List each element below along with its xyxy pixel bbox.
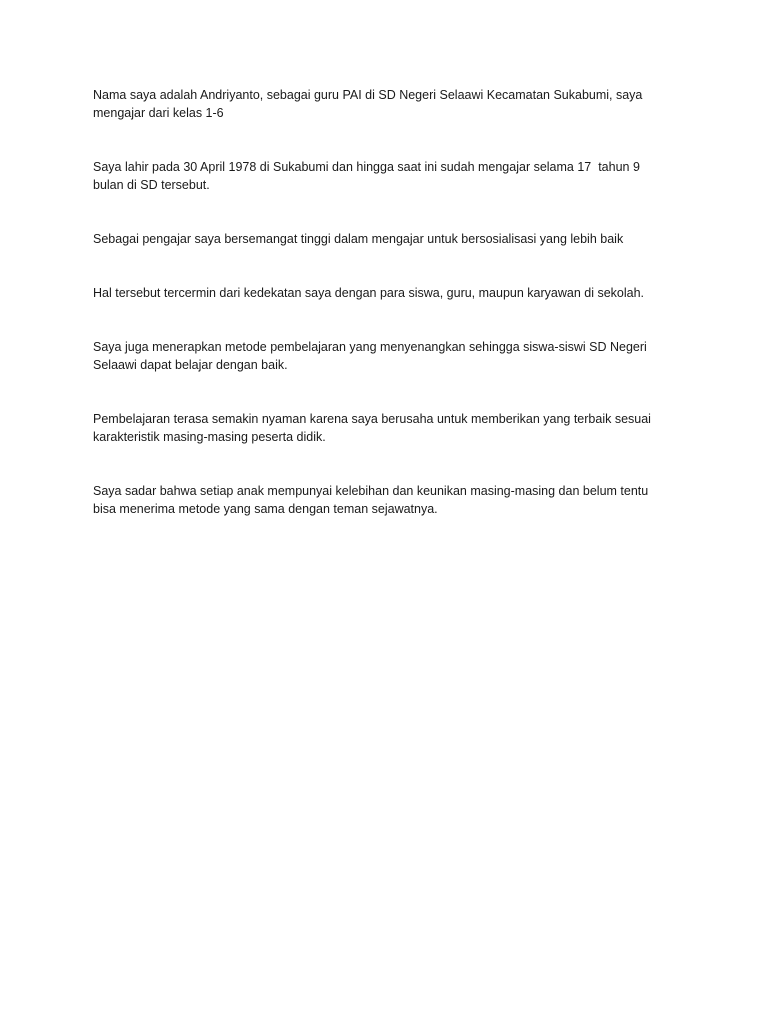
paragraph-method: Saya juga menerapkan metode pembelajaran yang menyenangkan sehingga siswa-siswi SD Negeri Selaawi dapat belajar dengan baik. bbox=[93, 340, 651, 372]
paragraph-closeness: Hal tersebut tercermin dari kedekatan saya dengan para siswa, guru, maupun karyawan di sekolah. bbox=[93, 286, 645, 300]
paragraph-birth: Saya lahir pada 30 April 1978 di Sukabumi dan hingga saat ini sudah mengajar selama 17 tahun 9 bulan di SD tersebut. bbox=[93, 160, 644, 192]
paragraph-comfort: Pembelajaran terasa semakin nyaman karena saya berusaha untuk memberikan yang terbaik sesuai karakteristik masing-masing peserta didik. bbox=[93, 412, 655, 444]
paragraph-spirit: Sebagai pengajar saya bersemangat tinggi dalam mengajar untuk bersosialisasi yang lebih baik bbox=[93, 232, 624, 246]
paragraph-awareness: Saya sadar bahwa setiap anak mempunyai kelebihan dan keunikan masing-masing dan belum tentu bisa menerima metode yang sama dengan teman sejawatnya. bbox=[93, 484, 652, 516]
paragraph-intro: Nama saya adalah Andriyanto, sebagai guru PAI di SD Negeri Selaawi Kecamatan Sukabumi, saya mengajar dari kelas 1-6 bbox=[93, 88, 646, 120]
document-body bbox=[93, 86, 673, 554]
